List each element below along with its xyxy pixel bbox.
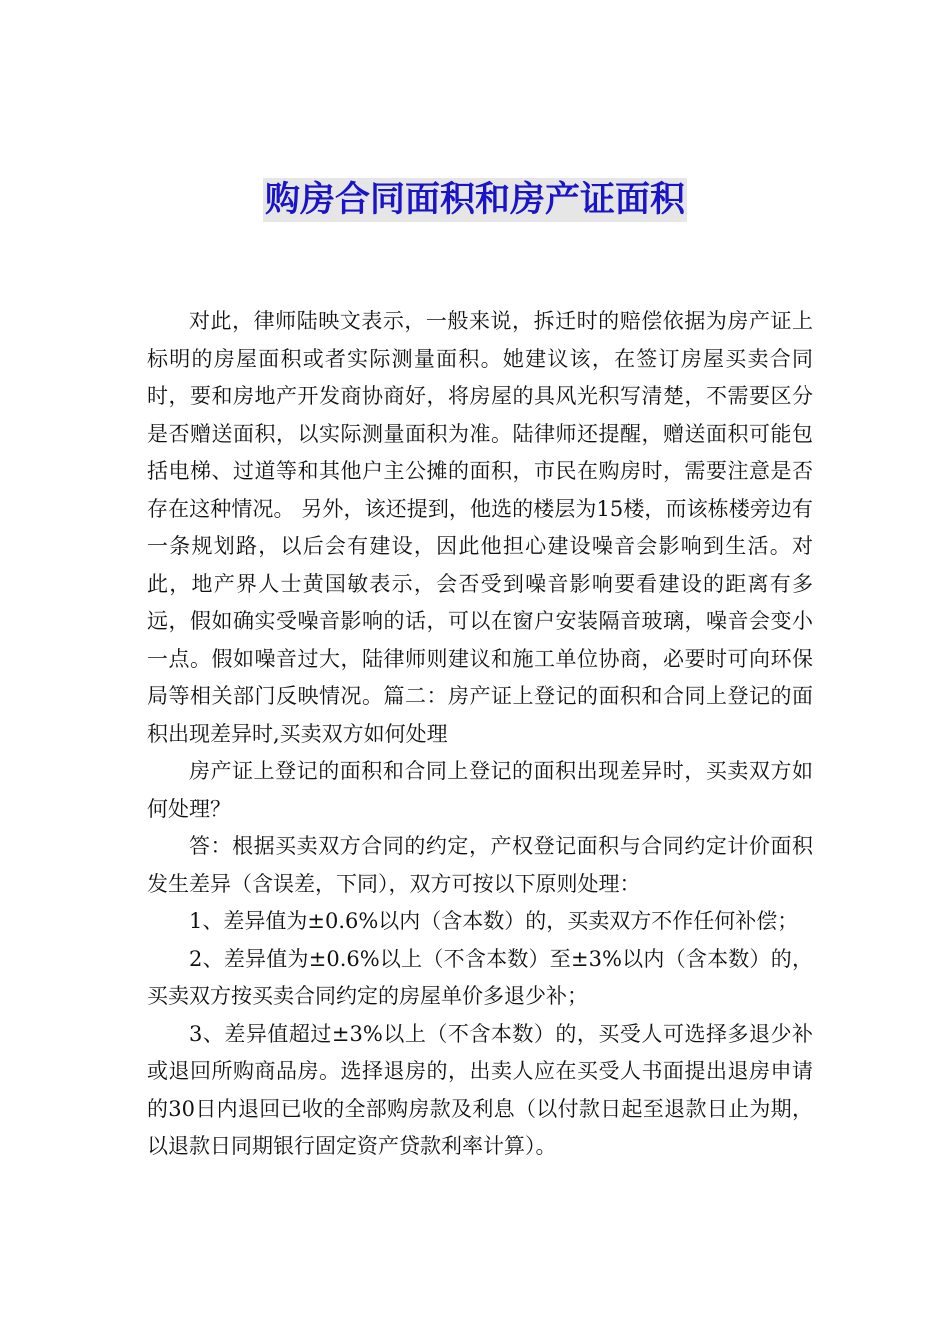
document-title: 购房合同面积和房产证面积 bbox=[264, 180, 685, 220]
document-body bbox=[147, 303, 813, 1166]
paragraph: 1、差异值为±0.6%以内（含本数）的，买卖双方不作任何补偿； bbox=[189, 909, 799, 933]
paragraph: 3、差异值超过±3%以上（不含本数）的，买受人可选择多退少补或退回所购商品房。选择退房的，出卖人应在买受人书面提出退房申请的30日内退回已收的全部购房款及利息（以付款日起至退款日止为期，以退款日同期银行固定资产贷款利率计算）。 bbox=[147, 1021, 813, 1158]
paragraph: 2、差异值为±0.6%以上（不含本数）至±3%以内（含本数）的，买卖双方按买卖合同约定的房屋单价多退少补； bbox=[147, 946, 813, 1008]
paragraph: 房产证上登记的面积和合同上登记的面积出现差异时，买卖双方如何处理？ bbox=[147, 759, 813, 821]
paragraph: 对此，律师陆映文表示，一般来说，拆迁时的赔偿依据为房产证上标明的房屋面积或者实际测量面积。她建议该，在签订房屋买卖合同时，要和房地产开发商协商好，将房屋的具风光积写清楚，不需要区分是否赠送面积，以实际测量面积为准。陆律师还提醒，赠送面积可能包括电梯、过道等和其他户主公摊的面积，市民在购房时，需要注意是否存在这种情况。 另外，该还提到，他选的楼层为15楼，而该栋楼旁边有一条规划路，以后会有建设，因此他担心建设噪音会影响到生活。对此，地产界人士黄国敏表示，会否受到噪音影响要看建设的距离有多远，假如确实受噪音影响的话，可以在窗户安装隔音玻璃，噪音会变小一点。假如噪音过大，陆律师则建议和施工单位协商，必要时可向环保局等相关部门反映情况。篇二：房产证上登记的面积和合同上登记的面积出现差异时,买卖双方如何处理 bbox=[147, 309, 813, 746]
title-container bbox=[0, 178, 950, 222]
paragraph: 答：根据买卖双方合同的约定，产权登记面积与合同约定计价面积发生差异（含误差，下同），双方可按以下原则处理： bbox=[147, 834, 813, 896]
